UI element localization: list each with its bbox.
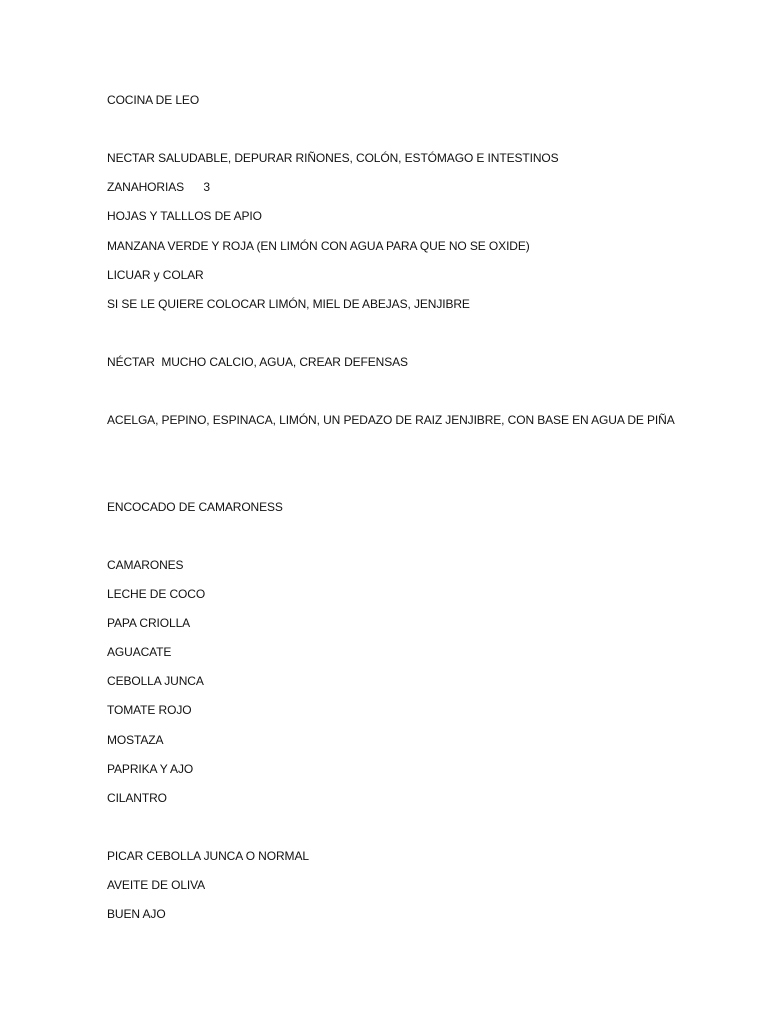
nectar-2-heading: NÉCTAR MUCHO CALCIO, AGUA, CREAR DEFENSAS bbox=[107, 355, 408, 369]
encocado-heading: ENCOCADO DE CAMARONESS bbox=[107, 500, 283, 514]
nectar-1-line: HOJAS Y TALLLOS DE APIO bbox=[107, 209, 262, 223]
encocado-ingredient: CEBOLLA JUNCA bbox=[107, 674, 204, 688]
nectar-1-heading: NECTAR SALUDABLE, DEPURAR RIÑONES, COLÓN, ESTÓMAGO E INTESTINOS bbox=[107, 151, 559, 165]
encocado-ingredient: PAPRIKA Y AJO bbox=[107, 762, 194, 776]
nectar-1-line: LICUAR y COLAR bbox=[107, 268, 204, 282]
encocado-ingredient: AGUACATE bbox=[107, 645, 172, 659]
encocado-ingredient: TOMATE ROJO bbox=[107, 703, 192, 717]
encocado-ingredient: MOSTAZA bbox=[107, 733, 164, 747]
encocado-step: PICAR CEBOLLA JUNCA O NORMAL bbox=[107, 849, 309, 863]
document-title: COCINA DE LEO bbox=[107, 93, 200, 107]
encocado-ingredient: LECHE DE COCO bbox=[107, 587, 206, 601]
nectar-2-ingredients: ACELGA, PEPINO, ESPINACA, LIMÓN, UN PEDAZO DE RAIZ JENJIBRE, CON BASE EN AGUA DE PIÑA bbox=[107, 413, 675, 427]
nectar-1-line: ZANAHORIAS 3 bbox=[107, 180, 210, 194]
encocado-step: BUEN AJO bbox=[107, 907, 166, 921]
nectar-1-line: MANZANA VERDE Y ROJA (EN LIMÓN CON AGUA PARA QUE NO SE OXIDE) bbox=[107, 239, 530, 253]
encocado-ingredient: PAPA CRIOLLA bbox=[107, 616, 191, 630]
nectar-1-line: SI SE LE QUIERE COLOCAR LIMÓN, MIEL DE ABEJAS, JENJIBRE bbox=[107, 297, 470, 311]
encocado-step: AVEITE DE OLIVA bbox=[107, 878, 206, 892]
encocado-ingredient: CAMARONES bbox=[107, 558, 184, 572]
encocado-ingredient: CILANTRO bbox=[107, 791, 167, 805]
